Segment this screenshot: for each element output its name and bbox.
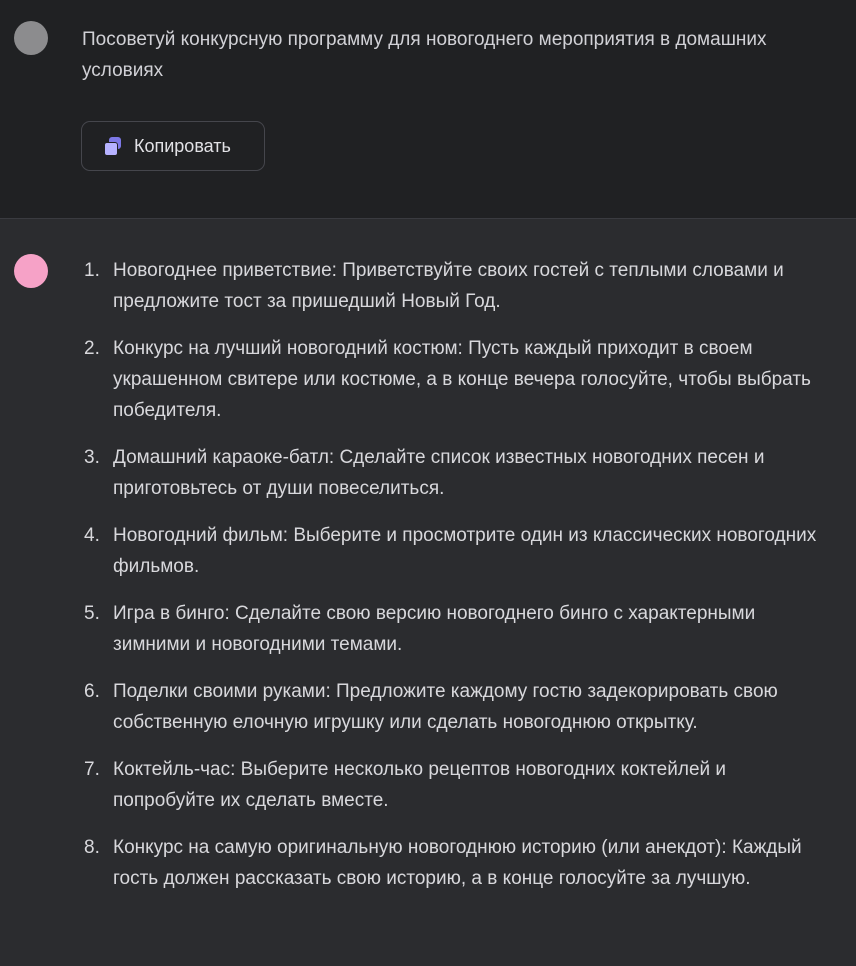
item-number: 2.	[84, 338, 100, 359]
copy-button[interactable]	[81, 121, 265, 171]
item-number: 7.	[84, 759, 100, 780]
user-message	[0, 0, 856, 219]
item-number: 3.	[84, 447, 100, 468]
user-avatar	[14, 21, 48, 55]
item-text: Поделки своими руками: Предложите каждому гостю задекорировать свою собственную елочную игрушку или сделать новогоднюю открытку.	[113, 681, 778, 733]
item-text: Конкурс на лучший новогодний костюм: Пусть каждый приходит в своем украшенном свитере или костюме, а в конце вечера голосуйте, чтобы выбрать победителя.	[113, 338, 811, 421]
list-item	[84, 598, 829, 660]
item-number: 8.	[84, 837, 100, 858]
list-item	[84, 255, 829, 317]
assistant-message	[0, 219, 856, 966]
item-text: Домашний караоке-батл: Сделайте список известных новогодних песен и приготовьтесь от души повеселиться.	[113, 447, 765, 499]
item-number: 4.	[84, 525, 100, 546]
answer-list	[84, 255, 829, 910]
item-text: Игра в бинго: Сделайте свою версию новогоднего бинго с характерными зимними и новогодними темами.	[113, 603, 756, 655]
item-text: Новогоднее приветствие: Приветствуйте своих гостей с теплыми словами и предложите тост за пришедший Новый Год.	[113, 260, 784, 312]
item-number: 1.	[84, 260, 100, 281]
item-number: 6.	[84, 681, 100, 702]
list-item	[84, 676, 829, 738]
list-item	[84, 333, 829, 426]
list-item	[84, 832, 829, 894]
user-message-text: Посоветуй конкурсную программу для новогоднего мероприятия в домашних условиях	[82, 29, 767, 81]
item-number: 5.	[84, 603, 100, 624]
list-item	[84, 754, 829, 816]
copy-icon	[103, 136, 123, 156]
item-text: Коктейль-час: Выберите несколько рецептов новогодних коктейлей и попробуйте их сделать вместе.	[113, 759, 727, 811]
item-text: Новогодний фильм: Выберите и просмотрите один из классических новогодних фильмов.	[113, 525, 817, 577]
assistant-avatar	[14, 254, 48, 288]
list-item	[84, 442, 829, 504]
list-item	[84, 520, 829, 582]
item-text: Конкурс на самую оригинальную новогоднюю историю (или анекдот): Каждый гость должен рассказать свою историю, а в конце голосуйте за лучшую.	[113, 837, 802, 889]
copy-button-label: Копировать	[134, 135, 231, 156]
